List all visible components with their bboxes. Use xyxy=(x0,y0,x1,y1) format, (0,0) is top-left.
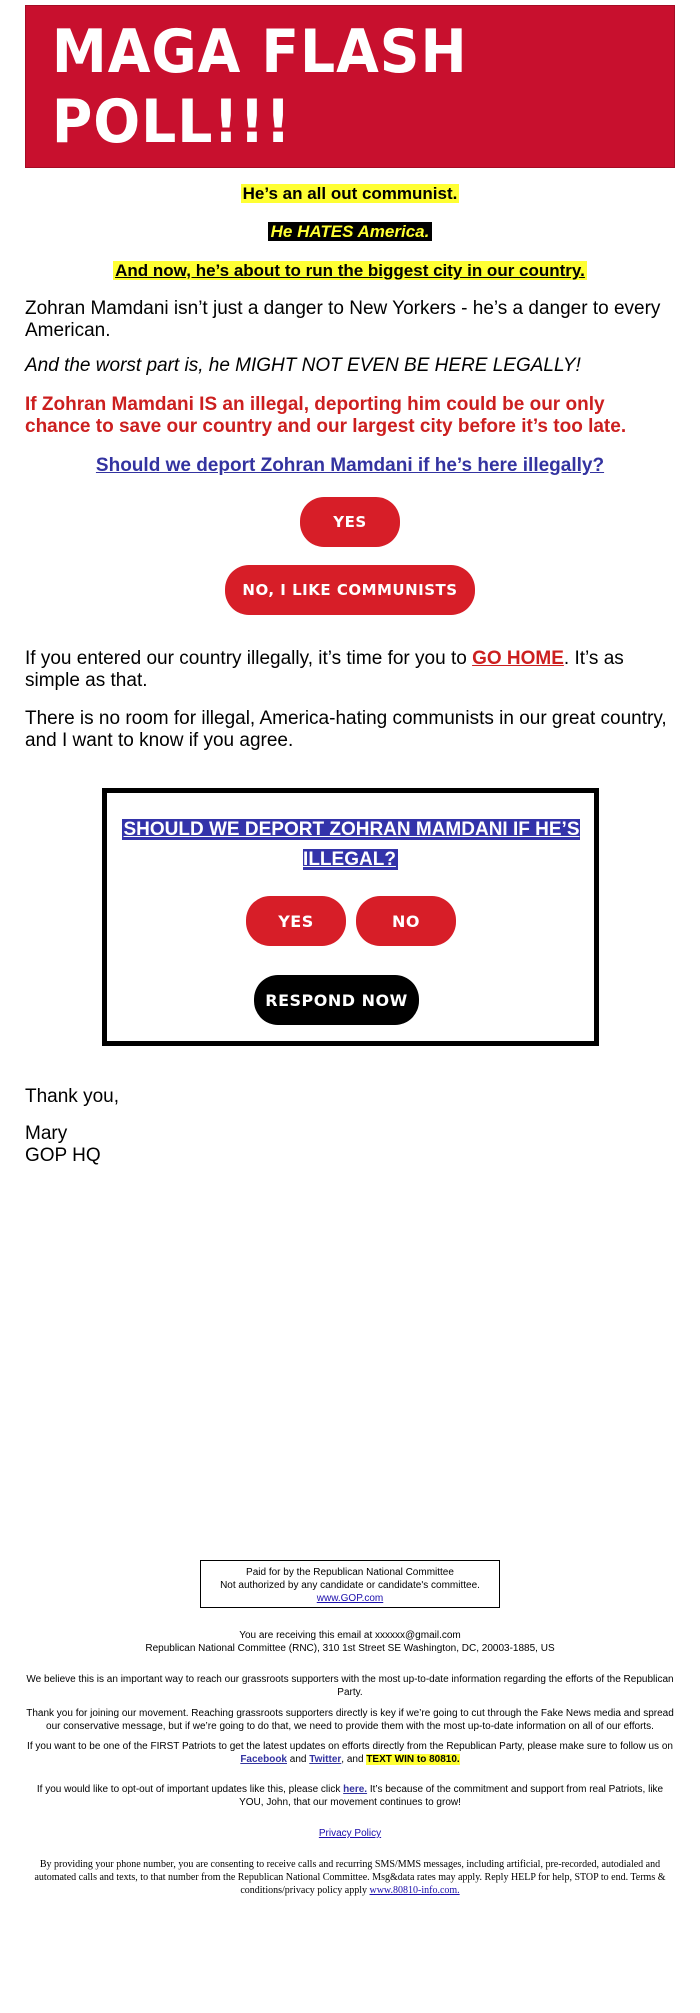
poll-box-no-button[interactable]: NO xyxy=(356,896,456,946)
footer-receiving: You are receiving this email at xxxxxx@gmail.com Republican National Committee (RNC), 310 1st Street SE Washington, DC, 20003-1885, US xyxy=(25,1629,675,1655)
footer-optout: If you would like to opt-out of important updates like this, please click here. It’s because of the commitment and support from real Patriots, like YOU, John, that our movement continues to grow! xyxy=(36,1784,664,1808)
footer-address: Republican National Committee (RNC), 310 1st Street SE Washington, DC, 20003-1885, US xyxy=(145,1643,555,1654)
poll-box xyxy=(102,788,599,1046)
respond-now-button[interactable]: RESPOND NOW xyxy=(254,975,419,1025)
gop-website-link[interactable]: www.GOP.com xyxy=(316,1593,384,1604)
email-body xyxy=(25,0,675,2013)
paragraph-danger: Zohran Mamdani isn’t just a danger to New Yorkers - he’s a danger to every American. xyxy=(25,298,661,341)
footer-follow: If you want to be one of the FIRST Patriots to get the latest updates on efforts directly from the Republican Party, please make sure to follow us on Facebook and Twitter, and TEXT WIN to 80810. xyxy=(27,1741,673,1765)
sms-info-link[interactable]: www.80810-info.com. xyxy=(369,1885,460,1896)
paragraph-deport: If Zohran Mamdani IS an illegal, deporting him could be our only chance to save our country and our largest city before it’s too late. xyxy=(25,394,627,437)
optout-link[interactable]: here. xyxy=(343,1784,368,1795)
poll-box-yes-button[interactable]: YES xyxy=(246,896,346,946)
text-win-highlight: TEXT WIN to 80810. xyxy=(366,1754,460,1765)
paragraph-legally: And the worst part is, he MIGHT NOT EVEN BE HERE LEGALLY! xyxy=(25,355,581,376)
poll-question-link[interactable]: Should we deport Zohran Mamdani if he’s here illegally? xyxy=(95,455,605,476)
signoff-thanks: Thank you, xyxy=(25,1086,119,1107)
headline-3: And now, he’s about to run the biggest city in our country. xyxy=(115,261,585,280)
footer-believe: We believe this is an important way to reach our grassroots supporters with the most up-to-date information regarding the efforts of the Republican Party. xyxy=(26,1674,674,1698)
footer-thanks-join: Thank you for joining our movement. Reaching grassroots supporters directly is key if we’re going to cut through the Fake News media and spread our conservative message, but if we’re going to do that, we need to provide them with the most up-to-date information on all of our efforts. xyxy=(26,1708,674,1732)
headline-1: He’s an all out communist. xyxy=(242,184,458,203)
paid-line-2: Not authorized by any candidate or candidate's committee. xyxy=(220,1580,480,1591)
poll-box-question-link[interactable]: SHOULD WE DEPORT ZOHRAN MAMDANI IF HE’S ILLEGAL? xyxy=(123,819,580,870)
paid-line-1: Paid for by the Republican National Committee xyxy=(246,1567,454,1578)
footer-privacy xyxy=(25,1827,675,1840)
signoff-org: GOP HQ xyxy=(25,1145,101,1166)
paragraph-no-room: There is no room for illegal, America-hating communists in our great country, and I want to know if you agree. xyxy=(25,708,667,751)
header-banner xyxy=(25,5,675,168)
no-communists-button[interactable]: NO, I LIKE COMMUNISTS xyxy=(225,565,475,615)
twitter-link[interactable]: Twitter xyxy=(309,1754,342,1765)
privacy-policy-link[interactable]: Privacy Policy xyxy=(318,1828,382,1839)
go-home-link[interactable]: GO HOME xyxy=(472,648,564,669)
paid-for-box xyxy=(200,1560,500,1608)
headline-2: He HATES America. xyxy=(25,222,675,242)
banner-title: MAGA FLASH POLL!!! xyxy=(51,16,468,157)
footer-sms-disclaimer: By providing your phone number, you are consenting to receive calls and recurring SMS/MMS messages, including artificial, pre-recorded, autodialed and automated calls and texts, to that number from the Republican National Committee. Msg&data rates may apply. Reply HELP for help, STOP to end. Terms & conditions/privacy policy apply www.80810-info.com. xyxy=(34,1859,666,1896)
facebook-link[interactable]: Facebook xyxy=(240,1754,287,1765)
signoff-name: Mary xyxy=(25,1123,68,1144)
paragraph-go-home: If you entered our country illegally, it’s time for you to GO HOME. It’s as simple as that. xyxy=(25,648,624,691)
yes-button[interactable]: YES xyxy=(300,497,400,547)
poll-box-question xyxy=(107,815,594,875)
